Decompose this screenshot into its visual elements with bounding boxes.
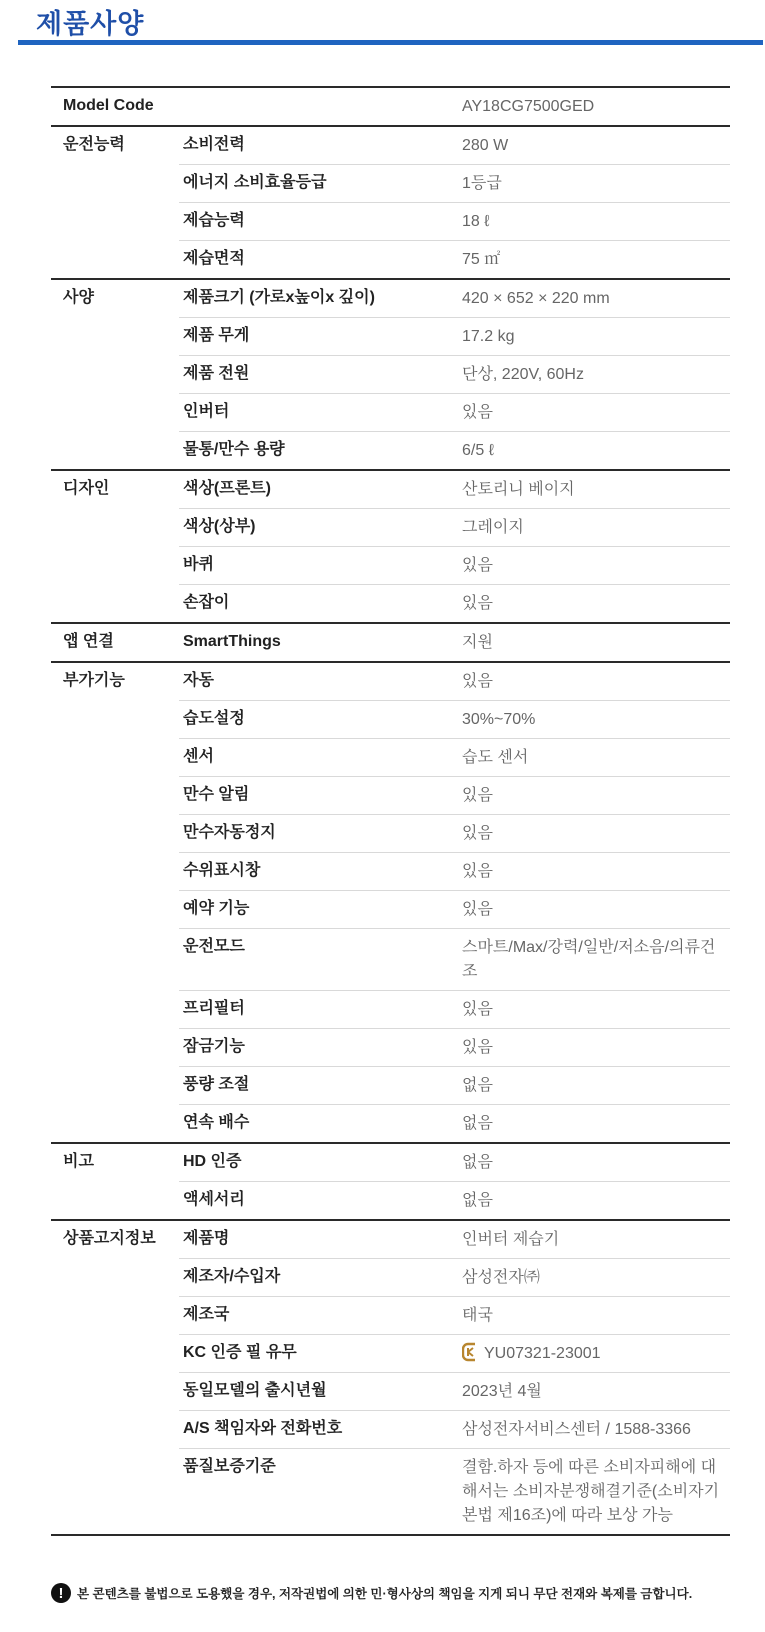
spec-label: 제품 무게 — [183, 327, 250, 344]
spec-value: 420 × 652 × 220 mm — [462, 290, 610, 307]
spec-row — [179, 546, 730, 584]
spec-row — [179, 1448, 730, 1534]
spec-value: 75 ㎡ — [462, 251, 501, 268]
spec-label: 잠금기능 — [183, 1038, 245, 1055]
spec-group-label: Model Code — [63, 97, 154, 114]
copyright-notice — [51, 1583, 751, 1603]
spec-group — [51, 469, 730, 622]
spec-value-text: YU07321-23001 — [484, 1345, 601, 1362]
spec-value: 있음 — [462, 673, 493, 690]
spec-value: 태국 — [462, 1307, 493, 1324]
spec-value: 있음 — [462, 1039, 493, 1056]
spec-label: 연속 배수 — [183, 1114, 250, 1131]
spec-value: 17.2 kg — [462, 328, 515, 345]
spec-value: 있음 — [462, 825, 493, 842]
spec-value: 없음 — [462, 1115, 493, 1132]
spec-row — [179, 1221, 730, 1258]
spec-value: 2023년 4월 — [462, 1383, 542, 1400]
spec-label: 바퀴 — [183, 556, 214, 573]
spec-row — [179, 928, 730, 990]
spec-row — [179, 240, 730, 278]
spec-value: 1등급 — [462, 175, 502, 192]
spec-row — [179, 280, 730, 317]
spec-group-label: 디자인 — [63, 480, 110, 497]
spec-label: 제조국 — [183, 1306, 230, 1323]
spec-label: 풍량 조절 — [183, 1076, 250, 1093]
spec-label: 제품명 — [183, 1230, 230, 1247]
spec-value: 삼성전자㈜ — [462, 1269, 540, 1286]
spec-group — [51, 1219, 730, 1534]
spec-group — [51, 661, 730, 1142]
spec-row — [179, 202, 730, 240]
spec-value: 인버터 제습기 — [462, 1231, 560, 1248]
spec-label: 만수자동정지 — [183, 824, 276, 841]
spec-value: 단상, 220V, 60Hz — [462, 366, 584, 383]
spec-row — [179, 624, 730, 661]
spec-rows — [179, 1221, 730, 1534]
spec-value: 습도 센서 — [462, 749, 529, 766]
spec-group-label: 상품고지정보 — [63, 1230, 156, 1247]
spec-rows — [179, 624, 730, 661]
spec-label: 습도설정 — [183, 710, 245, 727]
spec-row — [179, 1066, 730, 1104]
spec-value: 있음 — [462, 787, 493, 804]
spec-table — [51, 86, 730, 1536]
spec-value: 6/5 ℓ — [462, 442, 494, 459]
spec-row — [179, 1028, 730, 1066]
spec-value: 스마트/Max/강력/일반/저소음/의류건조 — [462, 939, 716, 980]
spec-label: HD 인증 — [183, 1153, 242, 1170]
spec-label: 제조자/수입자 — [183, 1268, 281, 1285]
spec-group — [51, 1142, 730, 1219]
spec-rows — [179, 471, 730, 622]
title-underline — [18, 40, 763, 45]
spec-label: KC 인증 필 유무 — [183, 1344, 297, 1361]
spec-value: 그레이지 — [462, 519, 524, 536]
spec-row — [179, 990, 730, 1028]
spec-rows — [179, 88, 730, 125]
spec-row — [179, 1181, 730, 1219]
spec-row — [179, 1104, 730, 1142]
spec-rows — [179, 663, 730, 1142]
spec-row — [179, 1144, 730, 1181]
spec-group-label: 부가기능 — [63, 672, 125, 689]
spec-label: 색상(프론트) — [183, 480, 271, 497]
spec-row — [179, 1334, 730, 1372]
spec-label: 프리필터 — [183, 1000, 245, 1017]
spec-label: 손잡이 — [183, 594, 230, 611]
spec-group — [51, 278, 730, 469]
spec-label: 인버터 — [183, 403, 230, 420]
spec-value: 있음 — [462, 863, 493, 880]
spec-group — [51, 125, 730, 278]
spec-value: 30%~70% — [462, 711, 536, 728]
spec-label: SmartThings — [183, 633, 281, 650]
spec-label: 수위표시창 — [183, 862, 261, 879]
spec-value: 있음 — [462, 901, 493, 918]
spec-rows — [179, 280, 730, 469]
spec-row — [179, 471, 730, 508]
spec-group-label: 앱 연결 — [63, 633, 114, 650]
spec-value: 있음 — [462, 1001, 493, 1018]
spec-row — [179, 317, 730, 355]
spec-label: 만수 알림 — [183, 786, 250, 803]
spec-label: 제습면적 — [183, 250, 245, 267]
copyright-notice-text: 본 콘텐츠를 불법으로 도용했을 경우, 저작권법에 의한 민·형사상의 책임을 지게 되니 무단 전재와 복제를 금합니다. — [77, 1587, 693, 1601]
spec-row — [179, 431, 730, 469]
spec-label — [179, 88, 462, 125]
spec-row — [179, 776, 730, 814]
spec-value: 있음 — [462, 557, 493, 574]
spec-row — [179, 164, 730, 202]
spec-row — [179, 584, 730, 622]
warning-icon: ! — [51, 1583, 71, 1603]
spec-value: 없음 — [462, 1154, 493, 1171]
spec-row — [179, 1410, 730, 1448]
spec-label: 제습능력 — [183, 212, 245, 229]
spec-value: 산토리니 베이지 — [462, 481, 575, 498]
spec-value: 있음 — [462, 595, 493, 612]
spec-group — [51, 88, 730, 125]
spec-value: 있음 — [462, 404, 493, 421]
spec-label: 액세서리 — [183, 1191, 245, 1208]
spec-row — [179, 852, 730, 890]
spec-row — [179, 508, 730, 546]
spec-row — [179, 700, 730, 738]
spec-label: 물통/만수 용량 — [183, 441, 285, 458]
spec-group-label: 비고 — [63, 1153, 94, 1170]
spec-group-label: 사양 — [63, 289, 94, 306]
spec-row — [179, 814, 730, 852]
spec-row — [179, 1258, 730, 1296]
spec-row — [179, 738, 730, 776]
spec-label: 에너지 소비효율등급 — [183, 174, 327, 191]
page-title: 제품사양 — [36, 9, 145, 39]
spec-label: A/S 책임자와 전화번호 — [183, 1420, 343, 1437]
spec-label: 예약 기능 — [183, 900, 250, 917]
kc-certification-icon — [462, 1342, 480, 1362]
spec-label: 소비전력 — [183, 136, 245, 153]
spec-label: 센서 — [183, 748, 214, 765]
spec-row — [179, 663, 730, 700]
spec-row — [179, 890, 730, 928]
spec-label: 제품 전원 — [183, 365, 250, 382]
spec-row — [179, 1296, 730, 1334]
spec-row — [179, 1372, 730, 1410]
spec-label: 제품크기 (가로x높이x 깊이) — [183, 289, 375, 306]
spec-value: AY18CG7500GED — [462, 98, 595, 115]
spec-label: 색상(상부) — [183, 518, 256, 535]
spec-row — [179, 393, 730, 431]
spec-label: 자동 — [183, 672, 214, 689]
spec-row — [179, 127, 730, 164]
spec-label: 운전모드 — [183, 938, 245, 955]
spec-value: 지원 — [462, 634, 493, 651]
spec-value: 280 W — [462, 137, 509, 154]
spec-value: 없음 — [462, 1077, 493, 1094]
spec-group — [51, 622, 730, 661]
spec-value: 결함.하자 등에 따른 소비자피해에 대해서는 소비자분쟁해결기준(소비자기본법 제16조)에 따라 보상 가능 — [462, 1459, 720, 1524]
spec-row — [179, 88, 730, 125]
spec-value: 18 ℓ — [462, 213, 490, 230]
spec-row — [179, 355, 730, 393]
spec-label: 동일모델의 출시년월 — [183, 1382, 327, 1399]
spec-group-label: 운전능력 — [63, 136, 125, 153]
spec-label: 품질보증기준 — [183, 1458, 276, 1475]
spec-rows — [179, 1144, 730, 1219]
spec-value — [462, 1335, 730, 1372]
spec-rows — [179, 127, 730, 278]
spec-value: 없음 — [462, 1192, 493, 1209]
spec-value: 삼성전자서비스센터 / 1588-3366 — [462, 1421, 691, 1438]
